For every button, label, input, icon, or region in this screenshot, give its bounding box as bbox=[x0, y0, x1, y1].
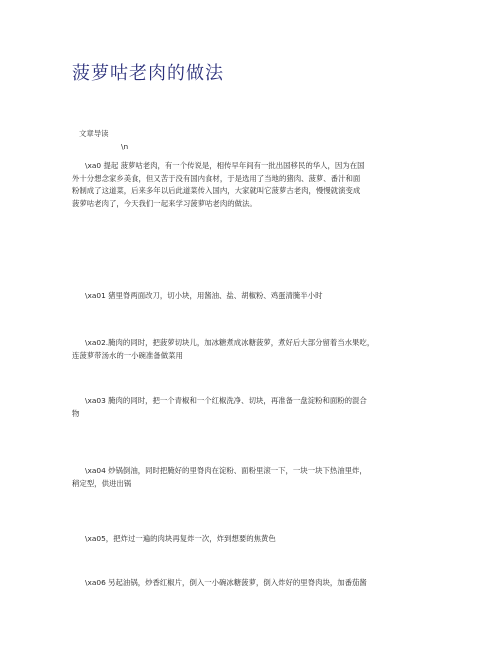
step-paragraph-3 bbox=[72, 395, 434, 420]
step-paragraph-1 bbox=[72, 290, 434, 303]
step-line: \xa04 炒锅倒油，同时把腌好的里脊肉在淀粉、面粉里滚一下，一块一块下热油里炸， bbox=[85, 466, 367, 475]
step-line: 物 bbox=[72, 408, 80, 418]
document-title: 菠萝咕老肉的做法 bbox=[72, 63, 224, 84]
intro-line: 粉制成了这道菜，后来多年以后此道菜传入国内，大家就叫它菠萝古老肉，慢慢就演变成 bbox=[72, 186, 361, 196]
intro-line: \xa0 提起 菠萝咕老肉，有一个传说是，相传早年间有一批出国移民的华人，因为在国 bbox=[85, 161, 365, 170]
guide-label: 文章导读 bbox=[79, 129, 109, 138]
step-line: 连菠萝带汤水的一小碗准备做菜用 bbox=[72, 350, 183, 360]
step-line: \xa03 腌肉的同时，把一个青椒和一个红椒洗净、切块，再准备一盘淀粉和面粉的混合 bbox=[85, 396, 367, 405]
step-paragraph-4 bbox=[72, 465, 434, 490]
step-paragraph-2 bbox=[72, 337, 434, 362]
intro-paragraph bbox=[72, 160, 434, 211]
intro-line: 外十分想念家乡美食，但又苦于没有国内食材，于是选用了当地的猪肉、菠萝、番汁和面 bbox=[72, 173, 361, 183]
intro-line: 菠萝咕老肉了，今天我们一起来学习菠萝咕老肉的做法。 bbox=[72, 199, 257, 209]
step-paragraph-5 bbox=[72, 533, 434, 546]
step-line: \xa01 猪里脊两面改刀，切小块，用酱油、盐、胡椒粉、鸡蛋清腌半小时 bbox=[85, 291, 323, 300]
step-line: 稍定型，供进出锅 bbox=[72, 478, 132, 488]
step-line: \xa05，把炸过一遍的肉块再复炸一次，炸到想要的焦黄色 bbox=[85, 534, 276, 543]
step-line: \xa02.腌肉的同时，把菠萝切块儿，加冰糖煮成冰糖菠萝，煮好后大部分留着当水果吃， bbox=[85, 338, 375, 347]
step-paragraph-6 bbox=[72, 577, 434, 590]
step-line: \xa06 另起油锅，炒香红椒片，倒入一小碗冰糖菠萝，倒入炸好的里脊肉块，加番茄酱 bbox=[85, 578, 367, 587]
newline-marker: \n bbox=[121, 142, 129, 151]
